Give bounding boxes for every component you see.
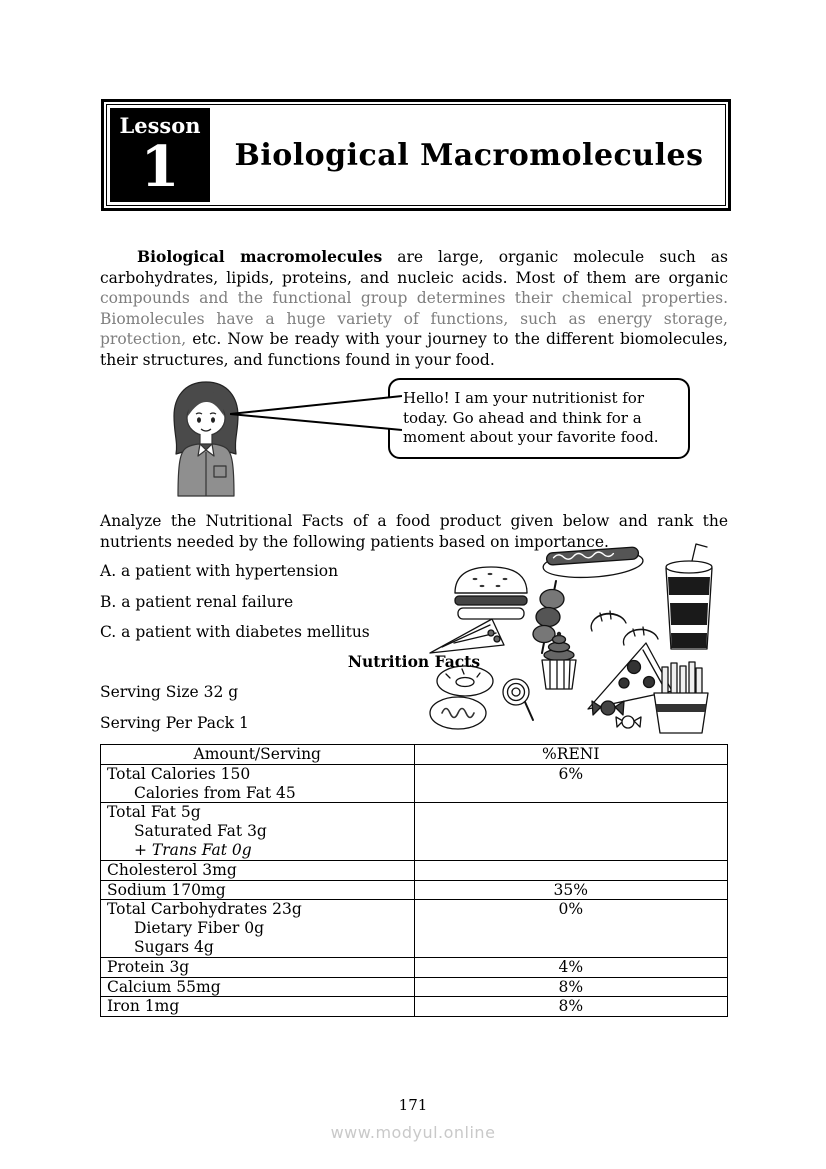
table-row-sodium [101, 880, 728, 900]
table-cell-amount [101, 957, 415, 977]
table-line: Total Carbohydrates 23g [107, 900, 302, 919]
speech-bubble-tail [230, 390, 402, 436]
page-number: 171 [398, 1096, 428, 1114]
lollipop-icon [503, 679, 533, 720]
activity-instruction: Analyze the Nutritional Facts of a food product given below and rank the nutrients needed by the following patients based on importance. [100, 512, 728, 551]
patient-list [100, 561, 370, 653]
table-cell-reni: 35% [414, 880, 728, 900]
table-row-protein [101, 957, 728, 977]
lesson-header-inner [106, 104, 726, 206]
table-header-row [101, 745, 728, 765]
lesson-number: 1 [140, 134, 180, 200]
table-cell-amount [101, 764, 415, 803]
column-header-reni: %RENI [414, 745, 728, 765]
croissant-icon [591, 611, 658, 645]
table-row-iron [101, 997, 728, 1017]
table-cell-amount [101, 803, 415, 860]
fries-icon [654, 662, 708, 733]
intro-text: are large, organic molecule such as carbohydrates, lipids, proteins, and nucleic acids. Most of them are organic [100, 248, 729, 287]
watermark: www.modyul.online [330, 1123, 496, 1142]
table-cell-reni: 8% [414, 997, 728, 1017]
table-cell-reni: 0% [414, 900, 728, 957]
nutrition-facts-table [100, 744, 728, 1017]
hotdog-icon [542, 547, 644, 581]
table-cell-amount [101, 860, 415, 880]
patient-item-b: B. a patient renal failure [100, 592, 294, 611]
patient-item-c: C. a patient with diabetes mellitus [100, 623, 370, 641]
table-cell-amount [101, 880, 415, 900]
table-line: Sugars 4g [134, 937, 214, 956]
table-cell-reni [414, 803, 728, 860]
intro-gray-text: compounds and the functional group determines their chemical properties. Biomolecules have a huge variety of functions, such as energy storage, protection, [100, 289, 728, 348]
table-line: Total Calories 150 [107, 764, 251, 783]
cookie-icon [430, 697, 486, 729]
table-row-cholesterol [101, 860, 728, 880]
intro-text-end: etc. Now be ready with your journey to the different biomolecules, their structures, and functions found in your food. [100, 330, 728, 369]
table-cell-amount [101, 997, 415, 1017]
table-line: Cholesterol 3mg [107, 860, 237, 879]
table-cell-reni: 8% [414, 977, 728, 997]
speech-bubble [388, 378, 690, 459]
table-line: Calories from Fat 45 [134, 783, 296, 802]
lesson-badge [110, 108, 210, 202]
table-line: Protein 3g [107, 957, 190, 976]
lesson-title: Biological Macromolecules [234, 137, 704, 173]
serving-per-pack-text: Serving Per Pack 1 [100, 714, 249, 732]
junk-food-illustration [428, 541, 714, 735]
table-cell-reni: 4% [414, 957, 728, 977]
lesson-header [101, 99, 731, 211]
speech-bubble-text: Hello! I am your nutritionist for today. Go ahead and think for a moment about your favorite food. [403, 389, 659, 446]
table-row-calories [101, 764, 728, 803]
table-cell-amount [101, 977, 415, 997]
intro-bold-text: Biological macromolecules [137, 247, 383, 266]
nutrition-facts-heading: Nutrition Facts [347, 652, 481, 671]
table-row-carbohydrates [101, 900, 728, 957]
table-line: Saturated Fat 3g [134, 822, 267, 841]
table-row-calcium [101, 977, 728, 997]
soda-cup-icon [666, 544, 712, 649]
patient-item-a: A. a patient with hypertension [100, 562, 339, 580]
column-header-amount: Amount/Serving [101, 745, 415, 765]
table-cell-reni [414, 860, 728, 880]
table-line: Sodium 170mg [107, 880, 226, 899]
table-cell-amount [101, 900, 415, 957]
table-line: Iron 1mg [107, 997, 180, 1016]
intro-paragraph [100, 247, 728, 370]
table-row-fat [101, 803, 728, 860]
table-line: Dietary Fiber 0g [134, 919, 265, 938]
snack-cone-icon [430, 619, 504, 653]
table-line: Total Fat 5g [107, 803, 201, 822]
table-line: Calcium 55mg [107, 977, 221, 996]
lesson-label: Lesson [119, 113, 201, 138]
table-cell-reni: 6% [414, 764, 728, 803]
burger-icon [455, 567, 527, 619]
table-line: + Trans Fat 0g [134, 840, 252, 859]
serving-size-text: Serving Size 32 g [100, 683, 239, 701]
